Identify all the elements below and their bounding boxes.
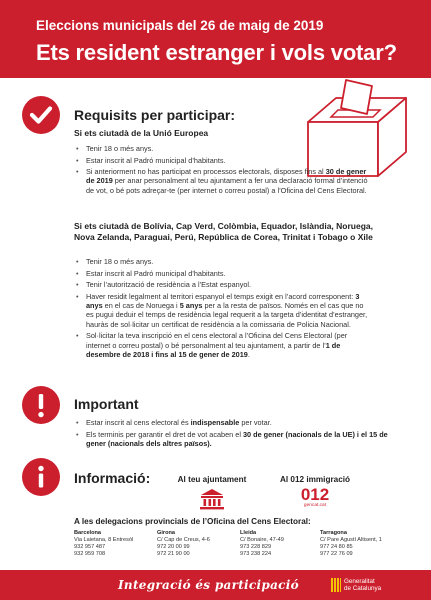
footer-banner (0, 570, 431, 600)
office-tarragona (320, 530, 382, 558)
emphasis-text: 30 de gener de 2019 (86, 167, 367, 186)
info-heading: Informació: (74, 470, 151, 486)
office-girona (157, 530, 210, 558)
office-phone: 973 238 224 (240, 551, 272, 557)
header-banner (0, 0, 431, 78)
office-phone: 932 957 487 (74, 544, 106, 550)
item-text: Estar inscrit al cens electoral és (86, 418, 191, 427)
item-text: per anar personalment al teu ajuntament a fer una declaració formal d’intenció de vot, o bé pots adreçar-te (per internet o correu postal) a l’Oficina del Cens Electoral. (86, 176, 368, 195)
emphasis-text: 30 de gener (nacionals de la UE) i el 15 de gener (nacionals dels altres països). (86, 429, 388, 448)
office-city: Lleida (240, 530, 257, 536)
list-item (74, 257, 369, 266)
office-city: Tarragona (320, 530, 347, 536)
town-hall-icon (172, 488, 252, 512)
emphasis-text: indispensable (190, 418, 240, 427)
delegations-title: A les delegacions provincials de l’Oficina del Cens Electoral: (74, 517, 311, 526)
office-address: C/ Cap de Creus, 4-6 (157, 537, 210, 543)
logo-012: 012 (300, 485, 330, 504)
phone-012-block (270, 475, 360, 508)
phone-012-label: Al 012 immigració (279, 475, 351, 484)
checkmark-icon (22, 96, 60, 134)
brand-line-2: de Catalunya (344, 585, 382, 593)
item-text: Els terminis per garantir el dret de vot acaben el (86, 429, 243, 439)
election-subtitle: Eleccions municipals del 26 de maig de 2019 (36, 18, 324, 33)
item-text: Tenir 18 o més anys. (86, 144, 154, 153)
slogan: Integració és participació (118, 578, 299, 592)
emphasis-text: 1 de desembre de 2018 i fins al 15 de gener de 2019 (86, 340, 341, 359)
eu-requirements-list (74, 144, 374, 197)
exclamation-icon (22, 386, 60, 424)
page-title: Ets resident estranger i vols votar? (36, 40, 397, 65)
other-countries-heading: Si ets ciutadà de Bolívia, Cap Verd, Colòmbia, Equador, Islàndia, Noruega, Nova Zelanda, Paraguai, Perú, República de Corea, Trinitat i Tobago o Xile (74, 221, 373, 242)
eu-heading: Si ets ciutadà de la Unió Europea (74, 128, 209, 138)
list-item (74, 331, 369, 359)
list-item (74, 430, 394, 449)
generalitat-logo-icon (331, 578, 341, 592)
logo-012-sub: gencat.cat (303, 503, 327, 508)
list-item (74, 418, 394, 427)
office-phone: 977 22 76 09 (320, 551, 353, 557)
list-item (74, 280, 369, 289)
office-phone: 972 20 00 99 (157, 544, 190, 550)
office-barcelona (74, 530, 133, 558)
office-address: Via Laietana, 8 Entresòl (74, 537, 134, 543)
item-text: Sol·licitar la teva inscripció en el cens electoral a l’Oficina del Cens Electoral (per internet o correu postal) o bé personalment al teu ajuntament, a partir de l’ (86, 331, 348, 350)
other-requirements-list (74, 257, 369, 361)
item-text: Estar inscrit al Padró municipal d’habitants. (86, 268, 226, 278)
list-item (74, 156, 374, 165)
office-phone: 972 21 90 00 (157, 551, 190, 557)
office-phone: 973 228 829 (240, 544, 272, 550)
list-item (74, 269, 369, 278)
office-address: C/ Bonaire, 47-49 (240, 537, 284, 543)
item-text: Tenir 18 o més anys. (86, 257, 154, 266)
office-city: Barcelona (74, 530, 102, 536)
list-item (74, 292, 369, 329)
important-list (74, 418, 394, 450)
emphasis-text: 5 anys (179, 301, 203, 311)
requisits-heading: Requisits per participar: (74, 107, 236, 123)
ajuntament-block (172, 475, 252, 512)
office-phone: 932 959 708 (74, 551, 106, 557)
item-text: Tenir l’autorització de residència a l’Estat espanyol. (86, 280, 252, 290)
item-text: per votar. (239, 418, 272, 427)
important-heading: Important (74, 396, 139, 412)
item-text: Si anteriorment no has participat en processos electorals, disposes fins al (86, 167, 326, 177)
list-item (74, 144, 374, 153)
brand-line-1: Generalitat (344, 578, 375, 585)
emphasis-text: 3 anys (86, 291, 360, 311)
item-text: en el cas de Noruega i (102, 301, 180, 311)
generalitat-brand (344, 578, 381, 593)
office-address: C/ Pare Agustí Altisent, 1 (320, 537, 382, 543)
list-item (74, 167, 374, 195)
item-text: Estar inscrit al Padró municipal d’habitants. (86, 155, 226, 165)
office-city: Girona (157, 530, 176, 536)
item-text: Haver residit legalment al territori espanyol el temps exigit en l’acord corresponent: (86, 291, 356, 301)
office-phone: 977 24 80 85 (320, 544, 353, 550)
office-lleida (240, 530, 284, 558)
ajuntament-label: Al teu ajuntament (177, 475, 247, 484)
item-text: . (247, 349, 250, 359)
info-icon (22, 458, 60, 496)
item-text: per a la resta de països. Només en el cas que no es pugui deduir el temps de residència legal requerit a la targeta d’identitat d’estranger, hauràs de sol·licitar un certificat de residència a la comissaria de Policia Nacional. (86, 301, 368, 329)
